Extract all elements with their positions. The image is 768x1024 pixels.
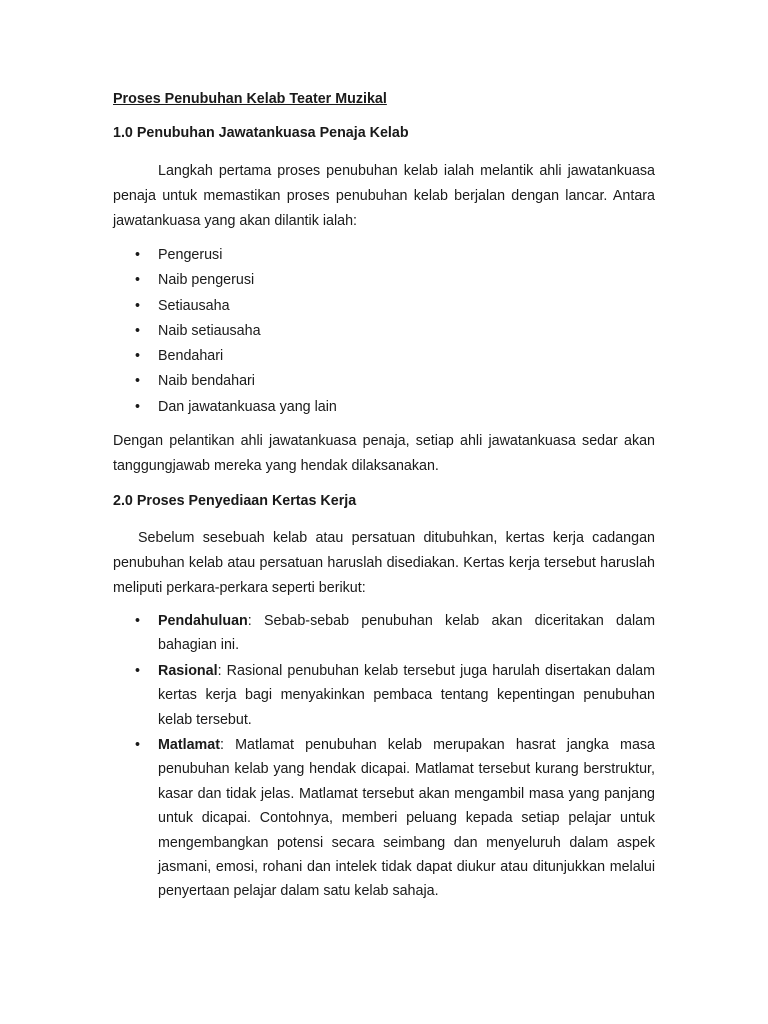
- bullet-icon: •: [135, 272, 141, 289]
- list-item: [113, 609, 655, 658]
- item-term: Rasional: [158, 662, 218, 679]
- list-item: • Pengerusi: [113, 243, 655, 268]
- bullet-icon: •: [135, 737, 141, 754]
- bullet-icon: •: [135, 348, 141, 365]
- list-item: • Setiausaha: [113, 294, 655, 319]
- section-1-heading: 1.0 Penubuhan Jawatankuasa Penaja Kelab: [113, 125, 409, 141]
- section-2-heading: 2.0 Proses Penyediaan Kertas Kerja: [113, 493, 357, 509]
- bullet-icon: •: [135, 613, 141, 629]
- section-2-intro: Sebelum sesebuah kelab atau persatuan ditubuhkan, kertas kerja cadangan penubuhan kelab atau persatuan haruslah disediakan. Kertas kerja tersebut haruslah meliputi perkara-perkara seperti berikut:: [113, 530, 655, 596]
- section-1-intro: Langkah pertama proses penubuhan kelab ialah melantik ahli jawatankuasa penaja untuk memastikan proses penubuhan kelab berjalan dengan lancar. Antara jawatankuasa yang akan dilantik ialah:: [113, 163, 655, 229]
- document-title: Proses Penubuhan Kelab Teater Muzikal: [113, 91, 387, 107]
- list-item: [113, 659, 655, 732]
- bullet-icon: •: [135, 398, 141, 415]
- list-item: • Naib bendahari: [113, 369, 655, 394]
- item-term: Matlamat: [158, 737, 220, 754]
- item-term: Pendahuluan: [158, 613, 248, 629]
- item-text: : Rasional penubuhan kelab tersebut juga harulah disertakan dalam kertas kerja bagi menyakinkan pembaca tentang kepentingan penubuhan kelab tersebut.: [158, 662, 655, 728]
- section-1-closing: Dengan pelantikan ahli jawatankuasa penaja, setiap ahli jawatankuasa sedar akan tanggungjawab mereka yang hendak dilaksanakan.: [113, 433, 655, 474]
- bullet-icon: •: [135, 247, 141, 263]
- bullet-icon: •: [135, 297, 141, 314]
- list-item: • Naib pengerusi: [113, 268, 655, 293]
- item-text: : Sebab-sebab penubuhan kelab akan diceritakan dalam bahagian ini.: [158, 613, 655, 654]
- list-item: [113, 733, 655, 904]
- item-text: : Matlamat penubuhan kelab merupakan hasrat jangka masa penubuhan kelab yang hendak dicapai. Matlamat tersebut kurang berstruktur, kasar dan tidak jelas. Matlamat tersebut akan mengambil masa yang panjang untuk dicapai. Contohnya, memberi peluang kepada setiap pelajar untuk mengembangkan potensi secara seimbang dan menyeluruh dalam aspek jasmani, emosi, rohani dan intelek tidak dapat diukur atau ditunjukkan melalui penyertaan pelajar dalam satu kelab sahaja.: [158, 737, 655, 900]
- list-item: • Dan jawatankuasa yang lain: [113, 395, 655, 420]
- paper-contents-list: [113, 609, 655, 905]
- bullet-icon: •: [135, 373, 141, 390]
- committee-list: [113, 243, 655, 420]
- list-item: • Naib setiausaha: [113, 319, 655, 344]
- bullet-icon: •: [135, 662, 141, 679]
- bullet-icon: •: [135, 322, 141, 339]
- list-item: • Bendahari: [113, 344, 655, 369]
